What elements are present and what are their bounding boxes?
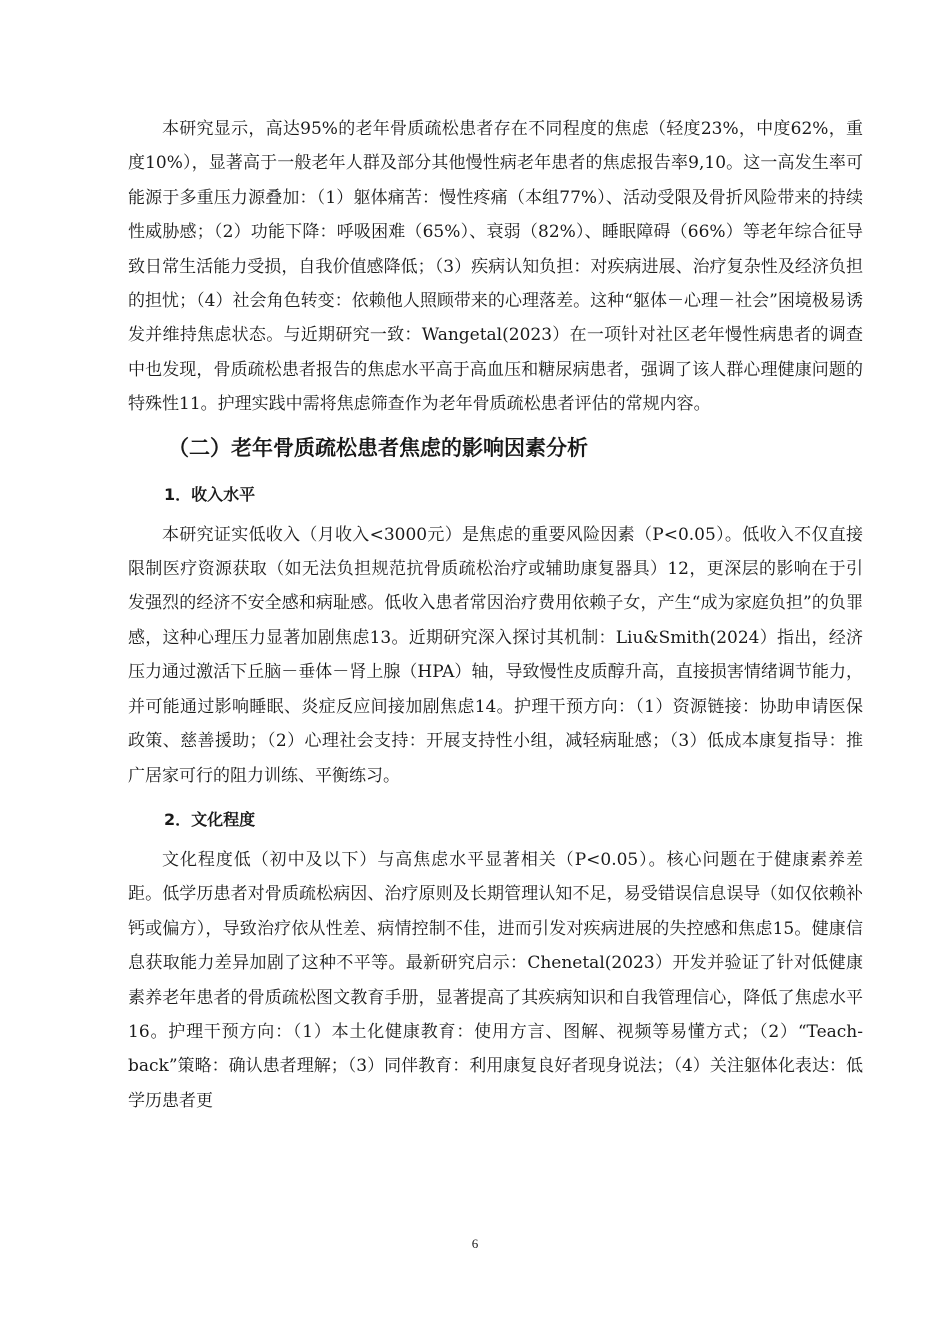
subheading-income: 1．收入水平 (164, 484, 256, 504)
paragraph-income: 本研究证实低收入（月收入<3000元）是焦虑的重要风险因素（P<0.05）。低收入不仅直接限制医疗资源获取（如无法负担规范抗骨质疏松治疗或辅助康复器具）12，更深层的影响在于引发强烈的经济不安全感和病耻感。低收入患者常因治疗费用依赖子女，产生“成为家庭负担”的负罪感，这种心理压力显著加剧焦虑13。近期研究深入探讨其机制：Liu&Smith(2024）指出，经济压力通过激活下丘脑－垂体－肾上腺（HPA）轴，导致慢性皮质醇升高，直接损害情绪调节能力，并可能通过影响睡眠、炎症反应间接加剧焦虑14。护理干预方向：（1）资源链接：协助申请医保政策、慈善援助；（2）心理社会支持：开展支持性小组，减轻病耻感；（3）低成本康复指导：推广居家可行的阻力训练、平衡练习。 (128, 524, 863, 786)
section-heading: （二）老年骨质疏松患者焦虑的影响因素分析 (168, 435, 588, 460)
page-number: 6 (471, 1236, 479, 1251)
paragraph-anxiety-prevalence: 本研究显示，高达95%的老年骨质疏松患者存在不同程度的焦虑（轻度23%，中度62%，重度10%），显著高于一般老年人群及部分其他慢性病老年患者的焦虑报告率9,10。这一高发生率可能源于多重压力源叠加：（1）躯体痛苦：慢性疼痛（本组77%）、活动受限及骨折风险带来的持续性威胁感；（2）功能下降：呼吸困难（65%）、衰弱（82%）、睡眠障碍（66%）等老年综合征导致日常生活能力受损，自我价值感降低；（3）疾病认知负担：对疾病进展、治疗复杂性及经济负担的担忧；（4）社会角色转变：依赖他人照顾带来的心理落差。这种“躯体－心理－社会”困境极易诱发并维持焦虑状态。与近期研究一致：Wangetal(2023）在一项针对社区老年慢性病患者的调查中也发现，骨质疏松患者报告的焦虑水平高于高血压和糖尿病患者，强调了该人群心理健康问题的特殊性11。护理实践中需将焦虑筛查作为老年骨质疏松患者评估的常规内容。 (128, 119, 863, 415)
paragraph-education: 文化程度低（初中及以下）与高焦虑水平显著相关（P<0.05）。核心问题在于健康素养差距。低学历患者对骨质疏松病因、治疗原则及长期管理认知不足，易受错误信息误导（如仅依赖补钙或偏方），导致治疗依从性差、病情控制不佳，进而引发对疾病进展的失控感和焦虑15。健康信息获取能力差异加剧了这种不平等。最新研究启示：Chenetal(2023）开发并验证了针对低健康素养老年患者的骨质疏松图文教育手册，显著提高了其疾病知识和自我管理信心，降低了焦虑水平16。护理干预方向：（1）本土化健康教育：使用方言、图解、视频等易懂方式；（2）“Teach-back”策略：确认患者理解；（3）同伴教育：利用康复良好者现身说法；（4）关注躯体化表达：低学历患者更 (128, 849, 863, 1111)
page-content (128, 112, 863, 1118)
subheading-education: 2．文化程度 (164, 809, 256, 829)
